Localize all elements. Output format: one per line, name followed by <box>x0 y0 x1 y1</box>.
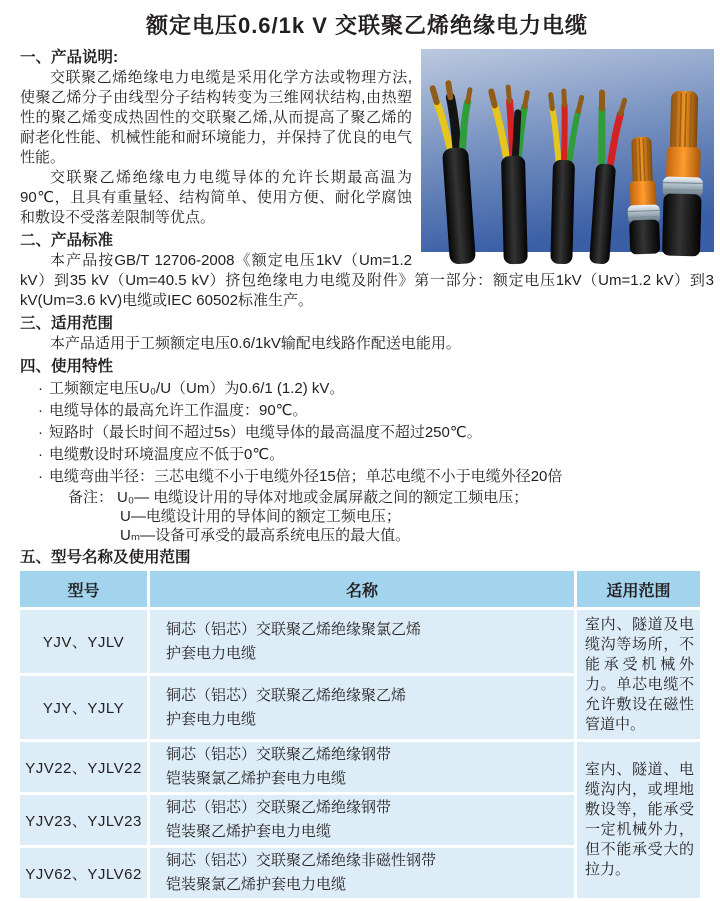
section-1-paragraph-1: 交联聚乙烯绝缘电力电缆是采用化学方法或物理方法,使聚乙烯分子由线型分子结构转变为三维网状结构,由热塑性的聚乙烯变成热固性的交联聚乙烯,从而提高了聚乙烯的耐老化性能、机械性能和耐环境能力，并保持了优良的电气性能。 <box>20 69 412 166</box>
note-text: U₀— 电缆设计用的导体对地或金属屏蔽之间的额定工频电压； <box>117 489 529 506</box>
section-heading-4: 四、使用特性 <box>20 358 114 375</box>
section-model-names <box>20 547 714 893</box>
name-line: 铜芯（铝芯）交联聚乙烯绝缘聚氯乙烯 <box>166 620 422 638</box>
bullet-icon: · <box>38 424 43 441</box>
note-line <box>68 488 714 507</box>
cable-photo-illustration <box>421 49 714 252</box>
bullet-icon: · <box>38 380 43 397</box>
section-application-scope <box>20 313 714 354</box>
note-line <box>120 526 714 545</box>
bullet-icon: · <box>38 446 43 463</box>
feature-item-text: 短路时（最长时间不超过5s）电缆导体的最高温度不超过250℃。 <box>49 424 482 441</box>
section-3-paragraph-1: 本产品适用于工频额定电压0.6/1kV输配电线路作配送电能用。 <box>50 335 461 352</box>
name-line: 铜芯（铝芯）交联聚乙烯绝缘非磁性钢带 <box>166 852 437 869</box>
notes-block <box>68 488 714 545</box>
section-2-paragraph-1: 本产品按GB/T 12706-2008《额定电压1kV（Um=1.2 kV）到35 kV（Um=40.5 kV）挤包绝缘电力电缆及附件》第一部分：额定电压1kV（Um=1.2 kV）到3 kV(Um=3.6 kV)电缆或IEC 60502标准生产。 <box>20 252 714 309</box>
model-cell: YJY、YJLY <box>20 676 147 739</box>
note-line <box>120 507 714 526</box>
name-line: 铠装聚氯乙烯护套电力电缆 <box>166 876 347 893</box>
model-table <box>17 568 703 901</box>
table-header-row <box>20 571 700 607</box>
section-usage-characteristics <box>20 356 714 545</box>
header-cell-model: 型号 <box>20 571 147 607</box>
section-heading-3: 三、适用范围 <box>20 315 114 332</box>
name-line: 铜芯（铝芯）交联聚乙烯绝缘钢带 <box>166 746 392 763</box>
feature-item <box>38 400 714 422</box>
name-cell <box>150 848 574 898</box>
name-cell <box>150 676 574 739</box>
feature-item <box>38 378 714 400</box>
model-cell: YJV22、YJLV22 <box>20 742 147 792</box>
scope-cell: 室内、隧道、电缆沟内，或埋地敷设等，能承受一定机械外力，但不能承受大的拉力。 <box>577 742 700 898</box>
page-title: 额定电压0.6/1k V 交联聚乙烯绝缘电力电缆 <box>145 13 589 38</box>
note-text: Uₘ—设备可承受的最高系统电压的最大值。 <box>120 527 411 544</box>
product-photo <box>421 49 714 252</box>
name-line: 铜芯（铝芯）交联聚乙烯绝缘钢带 <box>166 799 392 816</box>
name-cell <box>150 610 574 673</box>
model-cell: YJV、YJLV <box>20 610 147 673</box>
bullet-icon: · <box>38 402 43 419</box>
section-heading-2: 二、产品标准 <box>20 232 114 249</box>
model-cell: YJV62、YJLV62 <box>20 848 147 898</box>
name-line: 铜芯（铝芯）交联聚乙烯绝缘聚乙烯 <box>166 686 407 704</box>
name-line: 护套电力电缆 <box>166 710 257 728</box>
header-cell-scope: 适用范围 <box>577 571 700 607</box>
feature-item <box>38 466 714 488</box>
name-line: 铠装聚乙烯护套电力电缆 <box>166 823 332 840</box>
bullet-icon: · <box>38 468 43 485</box>
feature-list <box>38 378 714 545</box>
scope-cell: 室内、隧道及电缆沟等场所，不能承受机械外力。单芯电缆不允许敷设在磁性管道中。 <box>577 610 700 739</box>
name-cell <box>150 795 574 845</box>
feature-item <box>38 444 714 466</box>
section-heading-1: 一、产品说明: <box>20 49 119 66</box>
notes-label: 备注： <box>68 489 114 506</box>
feature-item-text: 电缆敷设时环境温度应不低于0℃。 <box>49 446 285 463</box>
name-line: 铠装聚氯乙烯护套电力电缆 <box>166 770 347 787</box>
model-table-container <box>20 568 701 893</box>
section-heading-5: 五、型号名称及使用范围 <box>20 549 191 566</box>
feature-item-text: 电缆导体的最高允许工作温度：90℃。 <box>49 402 308 419</box>
table-row <box>20 610 700 673</box>
table-row <box>20 742 700 792</box>
name-cell <box>150 742 574 792</box>
header-cell-name: 名称 <box>150 571 574 607</box>
model-cell: YJV23、YJLV23 <box>20 795 147 845</box>
name-line: 护套电力电缆 <box>166 644 257 662</box>
note-text: U—电缆设计用的导体间的额定工频电压； <box>120 508 401 525</box>
feature-item-text: 电缆弯曲半径：三芯电缆不小于电缆外径15倍；单芯电缆不小于电缆外径20倍 <box>49 468 563 485</box>
section-1-paragraph-2: 交联聚乙烯绝缘电力电缆导体的允许长期最高温为90℃，且具有重量轻、结构简单、使用方便、耐化学腐蚀和敷设不受落差限制等优点。 <box>20 169 412 226</box>
feature-item-text: 工频额定电压U₀/U（Um）为0.6/1 (1.2) kV。 <box>49 380 345 397</box>
feature-item <box>38 422 714 444</box>
